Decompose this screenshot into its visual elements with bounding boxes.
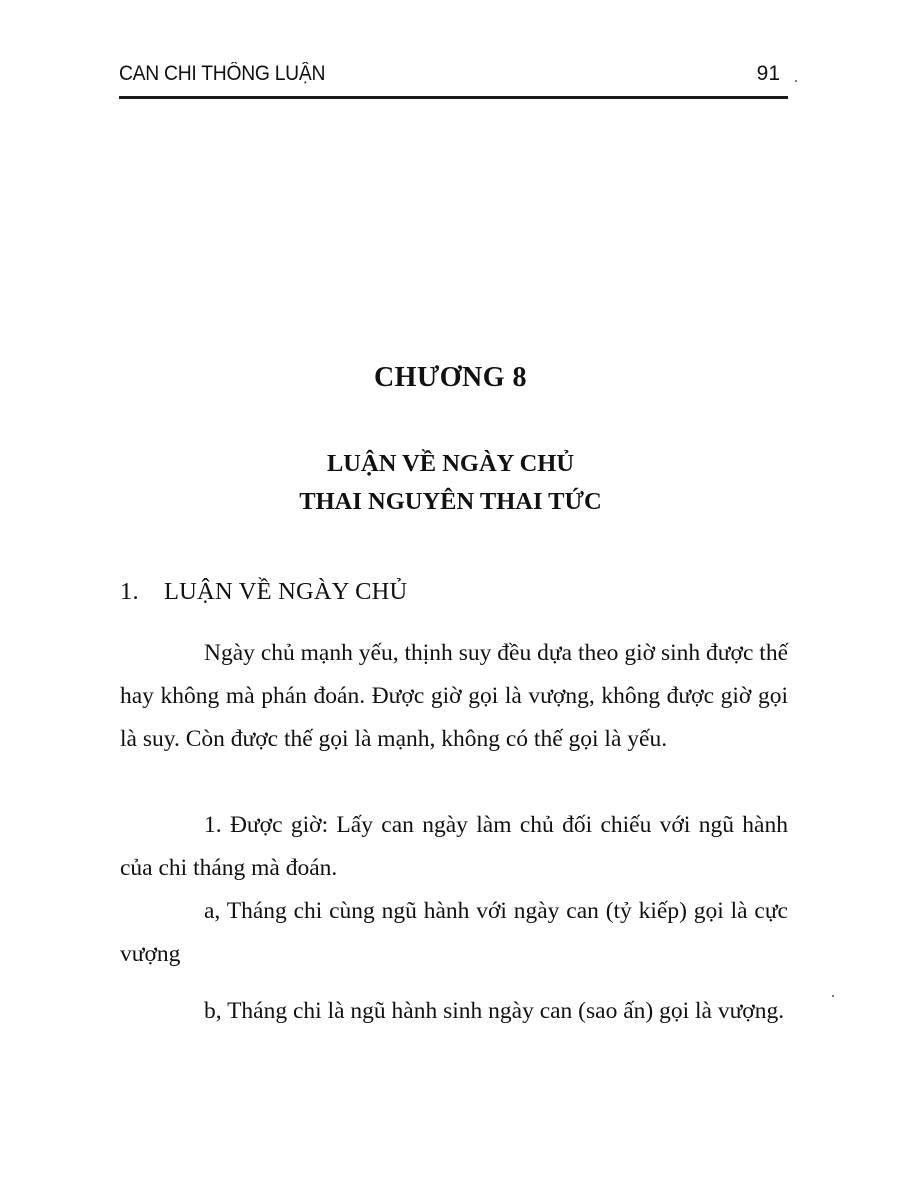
paragraph-text: 1. Được giờ: Lấy can ngày làm chủ đối chiếu với ngũ hành của chi tháng mà đoán. [120, 812, 788, 881]
page-header [119, 60, 788, 99]
paragraph-text: a, Tháng chi cùng ngũ hành với ngày can (tỷ kiếp) gọi là cực vượng [120, 898, 788, 967]
paragraph-text: b, Tháng chi là ngũ hành sinh ngày can (sao ấn) gọi là vượng. [204, 998, 785, 1024]
scan-speck [832, 995, 834, 997]
page-number: 91 [756, 62, 780, 85]
chapter-title-line-1: LUẬN VỀ NGÀY CHỦ [326, 450, 575, 477]
paragraph-rule-1 [120, 804, 788, 890]
chapter-label: CHƯƠNG 8 [373, 362, 528, 393]
running-title: CAN CHI THÔNG LUẬN [119, 62, 326, 85]
section-heading-text: LUẬN VỀ NGÀY CHỦ [164, 578, 408, 605]
section-number: 1. [120, 578, 139, 605]
chapter-title-line-2: THAI NGUYÊN THAI TỨC [299, 488, 602, 515]
section-heading [120, 578, 407, 606]
paragraph-text: Ngày chủ mạnh yếu, thịnh suy đều dựa theo giờ sinh được thế hay không mà phán đoán. Được giờ gọi là vượng, không được giờ gọi là suy. Còn được thế gọi là mạnh, không có thế gọi là yếu. [120, 640, 788, 752]
paragraph-intro [120, 632, 788, 761]
paragraph-rule-a [120, 890, 788, 976]
paragraph-rule-b [120, 990, 788, 1033]
chapter-title [0, 445, 901, 521]
scan-speck [795, 80, 797, 82]
